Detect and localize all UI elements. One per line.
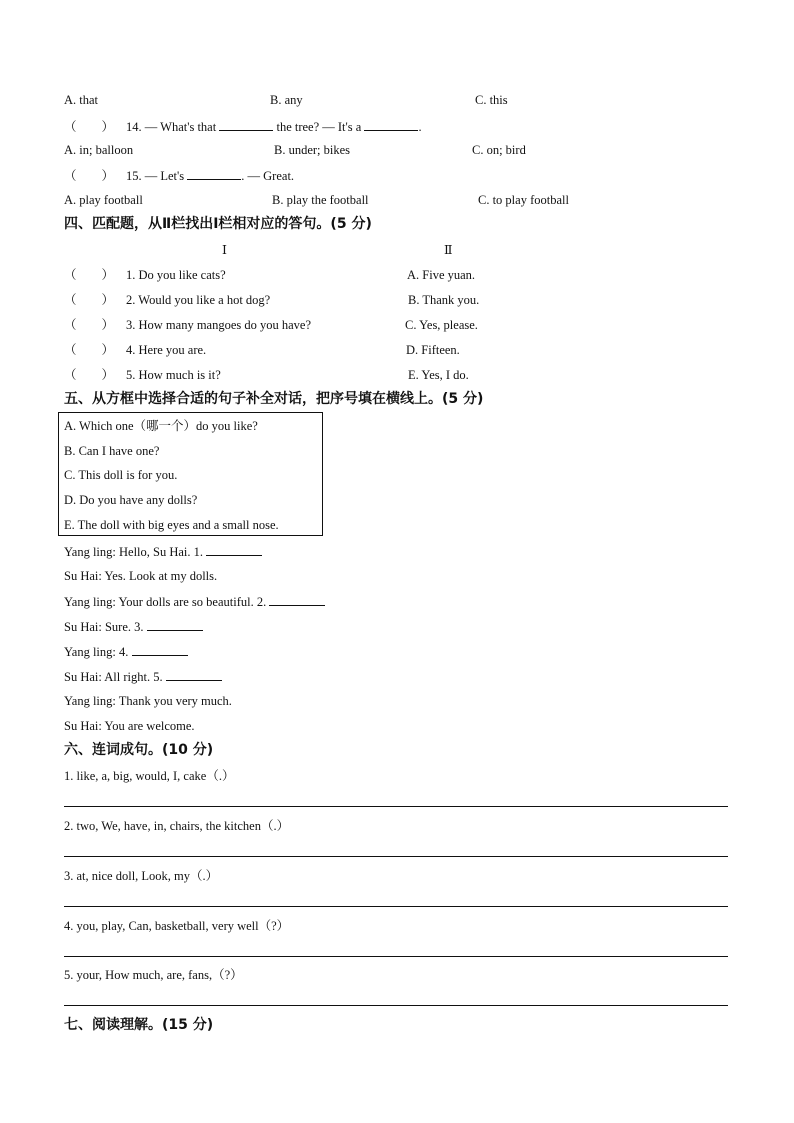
q14-option-b: B. under; bikes — [274, 143, 351, 157]
q15-option-a: A. play football — [64, 193, 143, 207]
answer-line[interactable] — [64, 956, 728, 957]
scrambled-sentence: 4. you, play, Can, basketball, very well（?） — [64, 919, 290, 933]
dialogue-line: Yang ling: Hello, Su Hai. 1. — [64, 543, 262, 560]
section-4-heading: 四、匹配题，从Ⅱ栏找出Ⅰ栏相对应的答句。(5 分) — [64, 216, 372, 232]
answer-paren[interactable]: （ ） — [64, 268, 115, 282]
section-5-heading: 五、从方框中选择合适的句子补全对话，把序号填在横线上。(5 分) — [64, 391, 484, 407]
question-14: （ ） 14. ― What's that the tree? ― It's a . — [64, 120, 422, 134]
fill-blank[interactable] — [269, 593, 325, 606]
match-answer: B. Thank you. — [408, 293, 480, 307]
match-question: （ ） 4. Here you are. — [64, 343, 207, 357]
answer-paren[interactable]: （ ） — [64, 368, 115, 382]
section-6-heading: 六、连词成句。(10 分) — [64, 742, 214, 758]
fill-blank[interactable] — [364, 118, 418, 131]
dialogue-line: Su Hai: Sure. 3. — [64, 618, 203, 635]
fill-blank[interactable] — [132, 643, 188, 656]
fill-blank[interactable] — [219, 118, 273, 131]
dialogue-line: Su Hai: You are welcome. — [64, 719, 195, 733]
match-question: （ ） 2. Would you like a hot dog? — [64, 293, 271, 307]
box-option-c: C. This doll is for you. — [64, 468, 178, 482]
match-answer: C. Yes, please. — [405, 318, 478, 332]
q15-option-b: B. play the football — [272, 193, 369, 207]
scrambled-sentence: 2. two, We, have, in, chairs, the kitchen（.） — [64, 819, 290, 833]
match-answer: E. Yes, I do. — [408, 368, 469, 382]
question-15: （ ） 15. ― Let's . ― Great. — [64, 169, 295, 183]
fill-blank[interactable] — [147, 618, 203, 631]
answer-paren[interactable]: （ ） — [64, 343, 115, 357]
options-box — [58, 412, 323, 536]
box-option-a: A. Which one（哪一个）do you like? — [64, 419, 258, 433]
fill-blank[interactable] — [187, 167, 241, 180]
answer-paren[interactable]: （ ） — [64, 120, 115, 134]
answer-paren[interactable]: （ ） — [64, 169, 115, 183]
match-answer: A. Five yuan. — [407, 268, 476, 282]
answer-line[interactable] — [64, 1005, 728, 1006]
option-b: B. any — [270, 93, 303, 107]
match-question: （ ） 3. How many mangoes do you have? — [64, 318, 312, 332]
scrambled-sentence: 3. at, nice doll, Look, my（.） — [64, 869, 219, 883]
answer-line[interactable] — [64, 906, 728, 907]
answer-paren[interactable]: （ ） — [64, 293, 115, 307]
fill-blank[interactable] — [166, 668, 222, 681]
section-7-heading: 七、阅读理解。(15 分) — [64, 1017, 214, 1033]
dialogue-line: Su Hai: All right. 5. — [64, 668, 222, 685]
column-2-label: Ⅱ — [444, 243, 453, 257]
box-option-e: E. The doll with big eyes and a small nose. — [64, 518, 279, 532]
box-option-b: B. Can I have one? — [64, 444, 160, 458]
column-1-label: Ⅰ — [222, 243, 227, 257]
scrambled-sentence: 1. like, a, big, would, I, cake（.） — [64, 769, 235, 783]
answer-line[interactable] — [64, 806, 728, 807]
match-question: （ ） 5. How much is it? — [64, 368, 221, 382]
box-option-d: D. Do you have any dolls? — [64, 493, 198, 507]
q14-option-c: C. on; bird — [472, 143, 526, 157]
dialogue-line: Yang ling: Thank you very much. — [64, 694, 232, 708]
dialogue-line: Yang ling: Your dolls are so beautiful. 2. — [64, 593, 325, 610]
scrambled-sentence: 5. your, How much, are, fans,（?） — [64, 968, 243, 982]
match-question: （ ） 1. Do you like cats? — [64, 268, 226, 282]
dialogue-line: Su Hai: Yes. Look at my dolls. — [64, 569, 218, 583]
answer-line[interactable] — [64, 856, 728, 857]
q14-option-a: A. in; balloon — [64, 143, 134, 157]
match-answer: D. Fifteen. — [406, 343, 460, 357]
option-c: C. this — [475, 93, 508, 107]
option-a: A. that — [64, 93, 99, 107]
q15-option-c: C. to play football — [478, 193, 569, 207]
answer-paren[interactable]: （ ） — [64, 318, 115, 332]
fill-blank[interactable] — [206, 543, 262, 556]
dialogue-line: Yang ling: 4. — [64, 643, 188, 660]
